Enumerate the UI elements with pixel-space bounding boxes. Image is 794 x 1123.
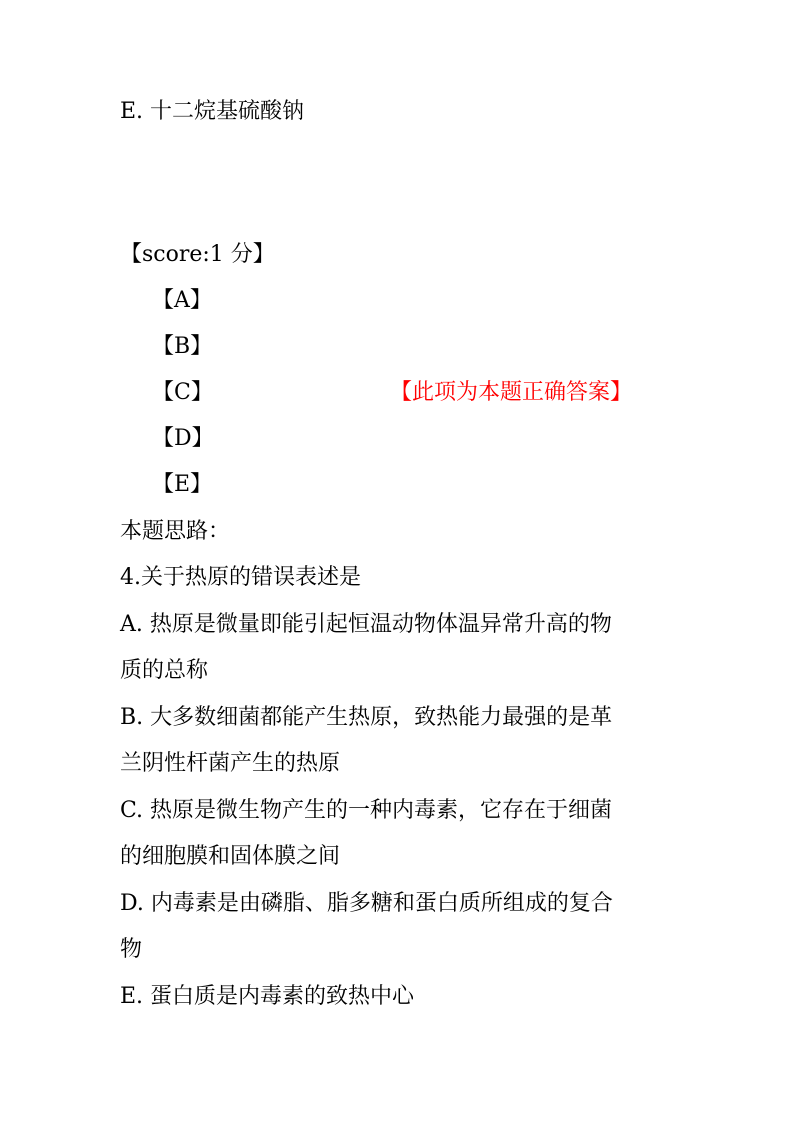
choice-b: 【B】 <box>152 334 213 359</box>
option-c-line2: 的细胞膜和固体膜之间 <box>120 844 341 869</box>
option-e-line1: E. 蛋白质是内毒素的致热中心 <box>120 984 415 1009</box>
choice-d: 【D】 <box>152 426 214 451</box>
score-label: 【score:1 分】 <box>120 242 275 267</box>
choice-a: 【A】 <box>152 288 212 313</box>
option-b-line2: 兰阴性杆菌产生的热原 <box>120 751 341 776</box>
correct-answer-flag: 【此项为本题正确答案】 <box>390 380 633 405</box>
choice-e: 【E】 <box>152 472 213 497</box>
choice-c-row <box>152 378 633 408</box>
question-stem: 4.关于热原的错误表述是 <box>120 565 361 590</box>
option-b-line1: B. 大多数细菌都能产生热原，致热能力最强的是革 <box>120 705 613 730</box>
option-c-line1: C. 热原是微生物产生的一种内毒素，它存在于细菌 <box>120 798 613 823</box>
option-a-line1: A. 热原是微量即能引起恒温动物体温异常升高的物 <box>120 612 612 637</box>
prev-option-e: E. 十二烷基硫酸钠 <box>120 99 305 124</box>
option-d-line2: 物 <box>120 937 143 962</box>
choice-c: 【C】 <box>152 380 213 405</box>
analysis-label: 本题思路： <box>120 519 231 544</box>
option-d-line1: D. 内毒素是由磷脂、脂多糖和蛋白质所组成的复合 <box>120 891 613 916</box>
option-a-line2: 质的总称 <box>120 658 209 683</box>
